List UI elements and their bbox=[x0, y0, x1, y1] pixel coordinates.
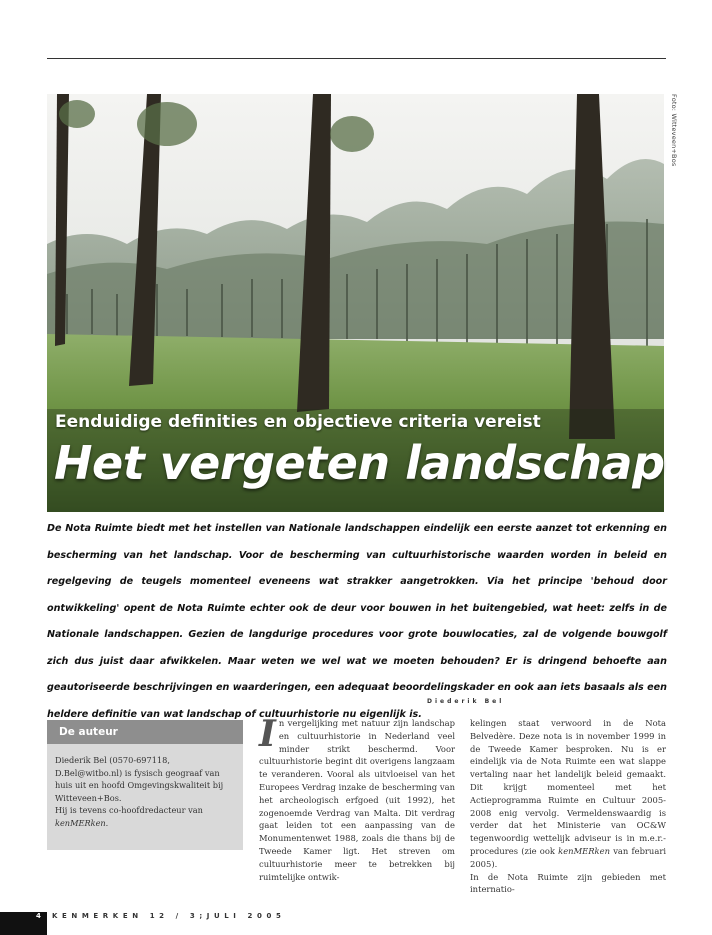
column-2-text-c: In de Nota Ruimte zijn gebieden met internatio- bbox=[470, 871, 666, 895]
article-title: Het vergeten landschap bbox=[54, 436, 665, 490]
photo-credit: Foto: Witteveen+Bos bbox=[670, 94, 678, 167]
drop-cap: I bbox=[259, 713, 276, 755]
footer-running-title: KENMERKEN 12 / 3;JULI 2005 bbox=[52, 912, 286, 920]
body-column-2 bbox=[470, 717, 666, 896]
article-subtitle: Eenduidige definities en objectieve criteria vereist bbox=[55, 412, 541, 432]
author-box bbox=[47, 720, 243, 850]
column-1-text: n vergelijking met natuur zijn landschap en cultuurhistorie in Nederland veel minder strikt beschermd. Voor cultuurhistorie begint dit overigens langzaam te veranderen. Vooral als uitvloeisel van het Europees Verdrag inzake de bescherming van het archeologisch erfgoed (uit 1992), het zogenoemde Verdrag van Malta. Dit verdrag gaat leiden tot een aanpassing van de Monumentenwet 1988, zoals die thans bij de Tweede Kamer ligt. Het streven om cultuurhistorie meer te betrekken bij ruimtelijke ontwik- bbox=[259, 718, 455, 882]
magazine-name: kenMERken. bbox=[55, 817, 109, 828]
body-column-1 bbox=[259, 713, 455, 883]
intro-paragraph: De Nota Ruimte biedt met het instellen van Nationale landschappen eindelijk een eerste aanzet tot erkenning en bescherming van het landschap. Voor de bescherming van cultuurhistorische waarden worden in beleid en regelgeving de teugels momenteel eveneens wat strakker aangetrokken. Via het principe 'behoud door ontwikkeling' opent de Nota Ruimte echter ook de deur voor bouwen in het buitengebied, wat heet: zelfs in de Nationale landschappen. Gezien de langdurige procedures voor grote bouwlocaties, zal de volgende bouwgolf zich dus juist daar afwikkelen. Maar weten we wel wat we moeten behouden? Er is dringend behoefte aan geautoriseerde beschrijvingen en waarderingen, een adequaat beoordelingskader en ook aan iets basaals als een heldere definitie van wat landschap of cultuurhistorie nu eigenlijk is. bbox=[47, 523, 667, 720]
author-box-heading: De auteur bbox=[47, 720, 243, 744]
author-box-text bbox=[47, 744, 243, 830]
author-role: Hij is tevens co-hoofdredacteur van bbox=[55, 805, 203, 816]
column-2-text-b: van februari 2005). bbox=[470, 845, 667, 869]
top-rule bbox=[47, 58, 666, 59]
author-bio: Diederik Bel (0570-697118, D.Bel@witbo.nl) is fysisch geograaf van huis uit en hoofd Omgevingskwaliteit bij Witteveen+Bos. bbox=[55, 755, 224, 803]
column-2-text-a: kelingen staat verwoord in de Nota Belvedère. Deze nota is in november 1999 in de Tweede Kamer besproken. Nu is er eindelijk via de Nota Ruimte een wat slappe vertaling naar het landelijk beleid gemaakt. Dit krijgt momenteel met het Actieprogramma Ruimte en Cultuur 2005-2008 enig vervolg. Vermeldenswaardig is verder dat het Ministerie van OC&W tegenwoordig wettelijk adviseur is in m.e.r.-procedures (zie ook bbox=[470, 718, 666, 856]
column-2-magazine: kenMERken bbox=[558, 845, 610, 856]
author-byline: Diederik Bel bbox=[427, 698, 505, 705]
page-number: 4 bbox=[36, 912, 41, 920]
